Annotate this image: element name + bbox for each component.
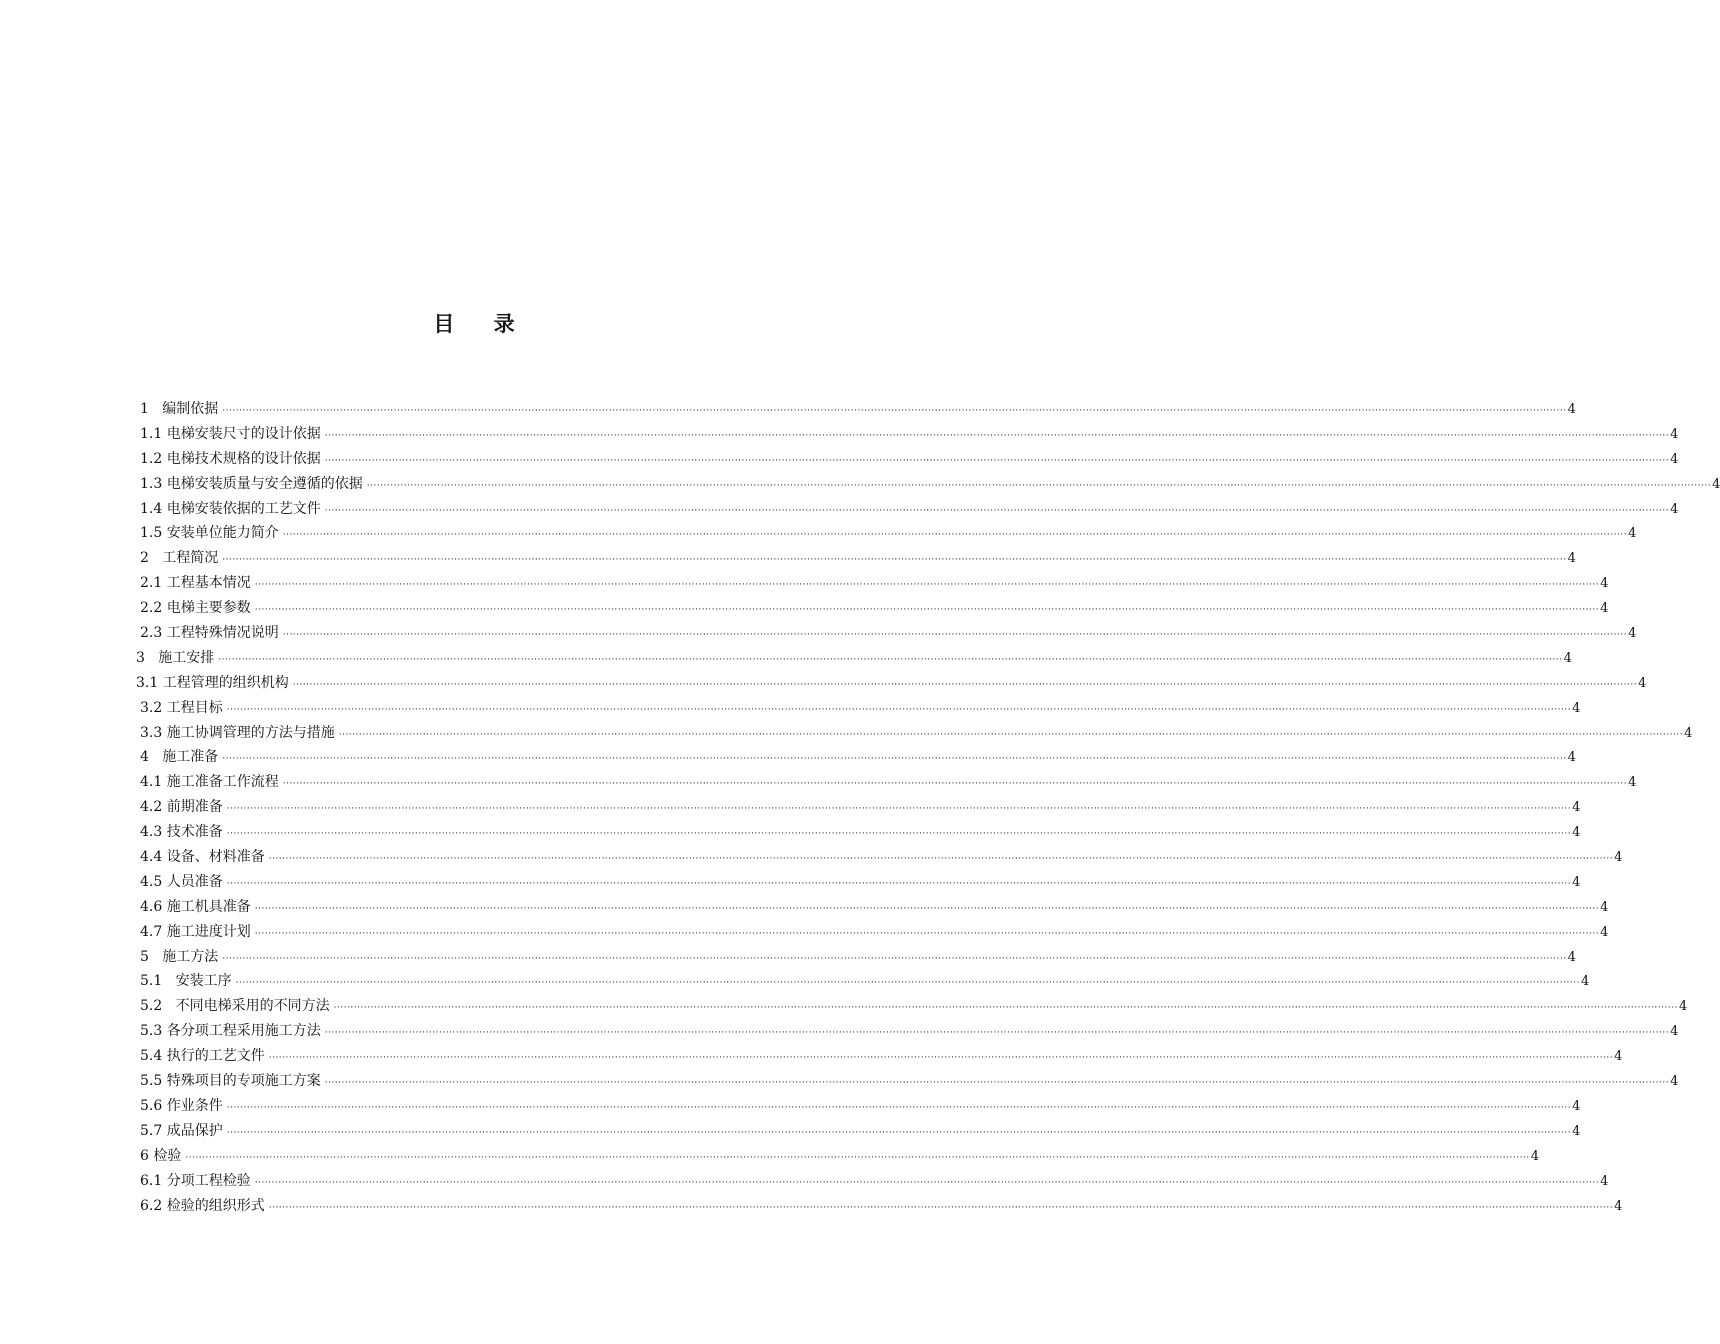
toc-entry[interactable] [136,671,1647,696]
toc-entry[interactable] [140,521,1637,546]
toc-entry-label: 2.1 工程基本情况 [140,575,251,592]
toc-entry[interactable] [140,472,1720,497]
toc-entry-label: 6.2 检验的组织形式 [140,1197,265,1214]
toc-entry-page-number: 4 [1670,451,1679,467]
toc-dot-leader: ················································································································································································································································································································································································································ [324,455,1670,466]
toc-entry[interactable] [140,721,1693,746]
toc-entry-page-number: 4 [1530,1148,1539,1164]
toc-entry-label: 4.3 技术准备 [140,824,223,841]
toc-entry[interactable] [140,1019,1679,1044]
toc-entry-label: 5.5 特殊项目的专项施工方案 [140,1073,321,1090]
toc-entry-page-number: 4 [1572,825,1581,841]
toc-entry[interactable] [140,497,1679,522]
toc-entry-label: 5.4 执行的工艺文件 [140,1048,265,1065]
toc-dot-leader: ················································································································································································································································································································································································································ [254,1177,1600,1188]
toc-entry[interactable] [140,820,1581,845]
toc-entry-page-number: 4 [1567,750,1576,766]
toc-entry-page-number: 4 [1670,426,1679,442]
toc-entry-label: 6 检验 [140,1147,182,1164]
toc-entry-page-number: 4 [1572,800,1581,816]
toc-entry-label: 4.5 人员准备 [140,873,223,890]
toc-entry-label: 1.2 电梯技术规格的设计依据 [140,450,321,467]
toc-dot-leader: ················································································································································································································································································································································································································ [254,903,1600,914]
toc-entry-label: 2 工程简况 [140,550,219,567]
toc-entry-page-number: 4 [1600,576,1609,592]
toc-dot-leader: ················································································································································································································································································································································································································ [268,1053,1614,1064]
toc-entry-page-number: 4 [1614,850,1623,866]
toc-entry-label: 4.4 设备、材料准备 [140,849,265,866]
toc-entry[interactable] [140,994,1688,1019]
toc-dot-leader: ················································································································································································································································································································································································································ [324,505,1670,516]
toc-entry-label: 2.3 工程特殊情况说明 [140,625,279,642]
toc-entry-label: 5.2 不同电梯采用的不同方法 [140,998,330,1015]
toc-entry[interactable] [140,1094,1581,1119]
toc-dot-leader: ················································································································································································································································································································································································································ [282,779,1628,790]
toc-entry-page-number: 4 [1600,1173,1609,1189]
toc-entry-page-number: 4 [1678,999,1688,1015]
toc-entry[interactable] [140,1169,1609,1194]
toc-entry-page-number: 4 [1600,601,1609,617]
toc-entry-label: 4.2 前期准备 [140,799,223,816]
toc-dot-leader: ················································································································································································································································································································································································································ [218,654,1563,665]
toc-dot-leader: ················································································································································································································································································································································································································ [282,630,1628,641]
toc-dot-leader: ················································································································································································································································································································································································································ [226,829,1572,840]
toc-entry-page-number: 4 [1670,501,1679,517]
toc-dot-leader: ················································································································································································································································································································································································································ [222,754,1567,765]
toc-entry-label: 5.6 作业条件 [140,1097,223,1114]
toc-dot-leader: ················································································································································································································································································································································································································ [222,953,1567,964]
toc-dot-leader: ················································································································································································································································································································································································································ [292,679,1638,690]
toc-entry-page-number: 4 [1638,675,1647,691]
toc-entry-label: 1.3 电梯安装质量与安全遵循的依据 [140,475,363,492]
toc-dot-leader: ················································································································································································································································································································································································································ [222,406,1567,416]
toc-entry-page-number: 4 [1628,626,1637,642]
toc-entry-label: 1 编制依据 [140,401,219,417]
toc-entry-page-number: 4 [1572,700,1581,716]
toc-entry-label: 3.3 施工协调管理的方法与措施 [140,724,335,741]
toc-entry-label: 3.2 工程目标 [140,699,223,716]
toc-dot-leader: ················································································································································································································································································································································································································ [366,480,1712,491]
toc-entry[interactable] [140,596,1609,621]
toc-entry-page-number: 4 [1572,874,1581,890]
toc-entry-label: 6.1 分项工程检验 [140,1172,251,1189]
toc-entry-page-number: 4 [1567,402,1576,417]
toc-entry[interactable] [140,870,1581,895]
toc-entry-page-number: 4 [1572,1123,1581,1139]
toc-entry-label: 1.5 安装单位能力简介 [140,525,279,542]
toc-dot-leader: ················································································································································································································································································································································································································ [268,854,1614,865]
toc-entry-page-number: 4 [1628,526,1637,542]
toc-entry-page-number: 4 [1670,1074,1679,1090]
toc-entry-page-number: 4 [1614,1049,1623,1065]
toc-entry[interactable] [136,646,1572,671]
toc-entry-label: 5.1 安装工序 [140,973,232,990]
toc-title: 目 录 [433,312,517,336]
toc-entry[interactable] [140,895,1609,920]
toc-entry[interactable] [140,969,1590,994]
toc-entry-page-number: 4 [1563,650,1572,666]
toc-dot-leader: ················································································································································································································································································································································································································ [235,978,1580,989]
toc-entry[interactable] [140,745,1576,770]
toc-dot-leader: ················································································································································································································································································································································································································ [226,878,1572,889]
toc-entry[interactable] [140,845,1623,870]
toc-dot-leader: ················································································································································································································································································································································································································ [185,1152,1530,1163]
toc-entry-page-number: 4 [1572,1098,1581,1114]
toc-entry[interactable] [140,920,1609,945]
toc-entry-page-number: 4 [1712,476,1720,492]
toc-entry-page-number: 4 [1600,924,1609,940]
toc-entry[interactable] [140,770,1637,795]
toc-entry-page-number: 4 [1567,949,1576,965]
toc-entry-page-number: 4 [1614,1198,1623,1214]
toc-dot-leader: ················································································································································································································································································································································································································ [226,804,1572,815]
toc-entry-label: 5 施工方法 [140,948,219,965]
toc-entry-label: 4 施工准备 [140,749,219,766]
toc-dot-leader: ················································································································································································································································································································································································································ [333,1003,1678,1014]
toc-entry-page-number: 4 [1684,725,1693,741]
toc-entry[interactable] [140,571,1609,596]
toc-entry-page-number: 4 [1580,974,1590,990]
toc-entry-label: 5.3 各分项工程采用施工方法 [140,1023,321,1040]
toc-dot-leader: ················································································································································································································································································································································································································ [324,1078,1670,1089]
toc-entry-page-number: 4 [1600,899,1609,915]
toc-entry[interactable] [140,795,1581,820]
toc-dot-leader: ················································································································································································································································································································································································································ [254,605,1600,616]
toc-entry[interactable] [140,696,1581,721]
toc-entry[interactable] [140,397,1576,422]
toc-dot-leader: ················································································································································································································································································································································································································ [226,704,1572,715]
toc-dot-leader: ················································································································································································································································································································································································································ [268,1202,1614,1213]
toc-entry-label: 3 施工安排 [136,649,215,666]
toc-entry-label: 3.1 工程管理的组织机构 [136,674,289,691]
toc-entry[interactable] [140,1194,1623,1219]
toc-entry-label: 4.7 施工进度计划 [140,923,251,940]
toc-dot-leader: ················································································································································································································································································································································································································ [324,1028,1670,1039]
toc-entry-page-number: 4 [1567,551,1576,567]
toc-entry[interactable] [140,1044,1623,1069]
toc-dot-leader: ················································································································································································································································································································································································································ [226,1127,1572,1138]
toc-dot-leader: ················································································································································································································································································································································································································ [222,555,1567,566]
toc-entry[interactable] [140,447,1679,472]
toc-entry-page-number: 4 [1670,1024,1679,1040]
toc-dot-leader: ················································································································································································································································································································································································································ [324,430,1670,441]
toc-entry-label: 5.7 成品保护 [140,1122,223,1139]
toc-entry-label: 4.6 施工机具准备 [140,898,251,915]
toc-entry-label: 1.1 电梯安装尺寸的设计依据 [140,425,321,442]
toc-list [136,397,1720,1218]
toc-dot-leader: ················································································································································································································································································································································································································ [254,580,1600,591]
toc-entry-label: 2.2 电梯主要参数 [140,600,251,617]
toc-entry[interactable] [140,546,1576,571]
toc-entry[interactable] [140,422,1679,447]
toc-entry[interactable] [140,1069,1679,1094]
toc-entry[interactable] [140,1144,1539,1169]
toc-entry-page-number: 4 [1628,775,1637,791]
toc-dot-leader: ················································································································································································································································································································································································································ [254,928,1600,939]
toc-entry[interactable] [140,1119,1581,1144]
toc-dot-leader: ················································································································································································································································································································································································································ [282,530,1628,541]
toc-entry-label: 1.4 电梯安装依据的工艺文件 [140,500,321,517]
toc-dot-leader: ················································································································································································································································································································································································································ [226,1102,1572,1113]
toc-dot-leader: ················································································································································································································································································································································································································ [338,729,1684,740]
toc-entry-label: 4.1 施工准备工作流程 [140,774,279,791]
toc-entry[interactable] [140,945,1576,970]
toc-entry[interactable] [140,621,1637,646]
